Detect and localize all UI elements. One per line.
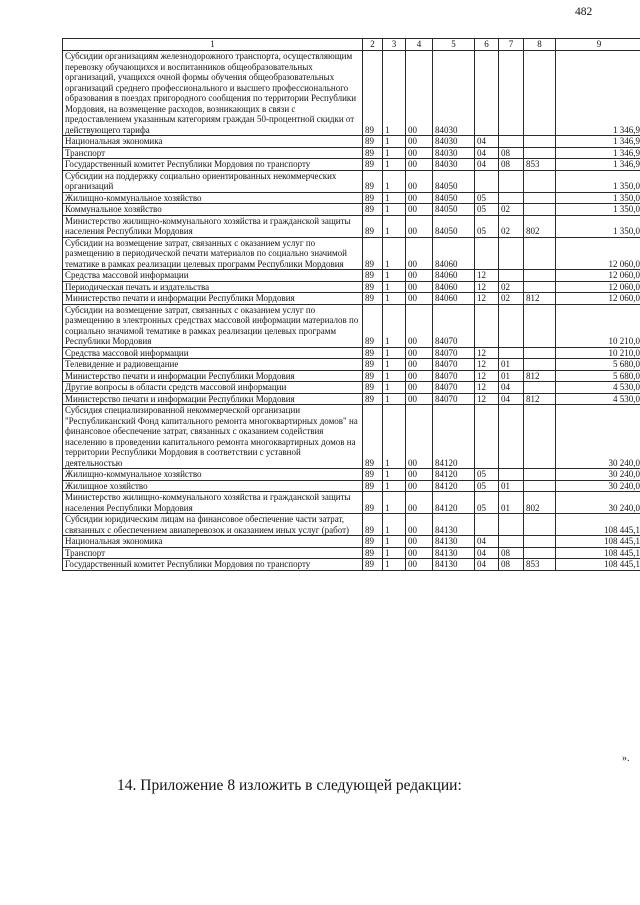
amount-cell: 1 346,9 (556, 136, 640, 148)
code-col-6-cell: 05 (475, 192, 499, 204)
code-col-3-cell: 1 (383, 382, 406, 394)
code-col-5-cell: 84060 (433, 237, 475, 270)
code-col-7-cell (499, 51, 524, 136)
amount-cell: 1 346,9 (556, 147, 640, 159)
table-body (63, 39, 640, 571)
code-col-8-cell (524, 480, 556, 492)
column-header-9: 9 (556, 39, 640, 51)
code-col-3-cell: 1 (383, 347, 406, 359)
code-col-8-cell: 812 (524, 393, 556, 405)
code-col-2-cell: 89 (363, 270, 383, 282)
code-col-6-cell: 12 (475, 281, 499, 293)
amount-cell: 30 240,0 (556, 469, 640, 481)
table-row (63, 192, 640, 204)
table-row (63, 514, 640, 536)
code-col-8-cell: 802 (524, 215, 556, 237)
code-col-5-cell: 84120 (433, 405, 475, 469)
code-col-8-cell (524, 204, 556, 216)
code-col-5-cell: 84070 (433, 347, 475, 359)
table-row (63, 136, 640, 148)
column-header-5: 5 (433, 39, 475, 51)
table-row (63, 480, 640, 492)
code-col-7-cell: 04 (499, 382, 524, 394)
code-col-4-cell: 00 (406, 370, 433, 382)
code-col-8-cell (524, 147, 556, 159)
table-row (63, 170, 640, 192)
row-name-cell: Министерство печати и информации Республики Мордовия (63, 293, 363, 305)
amount-cell: 1 346,9 (556, 51, 640, 136)
code-col-2-cell: 89 (363, 405, 383, 469)
amount-cell: 5 680,0 (556, 359, 640, 371)
code-col-7-cell (499, 347, 524, 359)
row-name-cell: Транспорт (63, 547, 363, 559)
table-row (63, 159, 640, 171)
code-col-7-cell (499, 170, 524, 192)
table-row (63, 270, 640, 282)
row-name-cell: Государственный комитет Республики Мордовия по транспорту (63, 159, 363, 171)
code-col-7-cell: 04 (499, 393, 524, 405)
table-row (63, 370, 640, 382)
code-col-4-cell: 00 (406, 492, 433, 514)
code-col-4-cell: 00 (406, 147, 433, 159)
code-col-2-cell: 89 (363, 147, 383, 159)
code-col-7-cell (499, 469, 524, 481)
code-col-6-cell (475, 304, 499, 347)
code-col-4-cell: 00 (406, 514, 433, 536)
amount-cell: 1 350,0 (556, 192, 640, 204)
closing-quote-mark: ». (622, 753, 630, 764)
code-col-4-cell: 00 (406, 382, 433, 394)
code-col-3-cell: 1 (383, 393, 406, 405)
amount-cell: 1 346,9 (556, 159, 640, 171)
code-col-7-cell: 08 (499, 147, 524, 159)
code-col-2-cell: 89 (363, 469, 383, 481)
code-col-8-cell: 812 (524, 370, 556, 382)
code-col-2-cell: 89 (363, 237, 383, 270)
code-col-8-cell (524, 514, 556, 536)
code-col-4-cell: 00 (406, 270, 433, 282)
code-col-2-cell: 89 (363, 547, 383, 559)
row-name-cell: Жилищное хозяйство (63, 480, 363, 492)
code-col-4-cell: 00 (406, 304, 433, 347)
code-col-6-cell: 05 (475, 492, 499, 514)
code-col-5-cell: 84060 (433, 281, 475, 293)
code-col-8-cell (524, 304, 556, 347)
code-col-3-cell: 1 (383, 492, 406, 514)
code-col-6-cell: 12 (475, 359, 499, 371)
table-row (63, 469, 640, 481)
code-col-3-cell: 1 (383, 304, 406, 347)
code-col-8-cell (524, 192, 556, 204)
amount-cell: 12 060,0 (556, 293, 640, 305)
code-col-3-cell: 1 (383, 159, 406, 171)
code-col-6-cell: 04 (475, 136, 499, 148)
row-name-cell: Жилищно-коммунальное хозяйство (63, 469, 363, 481)
amount-cell: 1 350,0 (556, 204, 640, 216)
code-col-7-cell (499, 136, 524, 148)
code-col-5-cell: 84130 (433, 536, 475, 548)
code-col-3-cell: 1 (383, 405, 406, 469)
code-col-2-cell: 89 (363, 359, 383, 371)
code-col-4-cell: 00 (406, 136, 433, 148)
code-col-5-cell: 84050 (433, 204, 475, 216)
table-row (63, 237, 640, 270)
code-col-5-cell: 84060 (433, 270, 475, 282)
code-col-3-cell: 1 (383, 170, 406, 192)
code-col-3-cell: 1 (383, 536, 406, 548)
code-col-3-cell: 1 (383, 147, 406, 159)
row-name-cell: Министерство жилищно-коммунального хозяйства и гражданской защиты населения Республики Мордовия (63, 492, 363, 514)
code-col-4-cell: 00 (406, 393, 433, 405)
row-name-cell: Жилищно-коммунальное хозяйство (63, 192, 363, 204)
code-col-7-cell: 02 (499, 215, 524, 237)
amount-cell: 108 445,1 (556, 536, 640, 548)
amount-cell: 12 060,0 (556, 237, 640, 270)
code-col-3-cell: 1 (383, 204, 406, 216)
code-col-5-cell: 84120 (433, 492, 475, 514)
code-col-4-cell: 00 (406, 536, 433, 548)
code-col-5-cell: 84130 (433, 547, 475, 559)
amount-cell: 12 060,0 (556, 281, 640, 293)
row-name-cell: Средства массовой информации (63, 347, 363, 359)
row-name-cell: Коммунальное хозяйство (63, 204, 363, 216)
code-col-3-cell: 1 (383, 469, 406, 481)
table-row (63, 204, 640, 216)
code-col-8-cell (524, 136, 556, 148)
code-col-8-cell (524, 281, 556, 293)
code-col-4-cell: 00 (406, 293, 433, 305)
code-col-2-cell: 89 (363, 215, 383, 237)
row-name-cell: Национальная экономика (63, 136, 363, 148)
table-row (63, 51, 640, 136)
code-col-5-cell: 84050 (433, 170, 475, 192)
code-col-2-cell: 89 (363, 514, 383, 536)
code-col-4-cell: 00 (406, 237, 433, 270)
code-col-6-cell (475, 237, 499, 270)
code-col-3-cell: 1 (383, 270, 406, 282)
table-row (63, 559, 640, 571)
code-col-6-cell: 12 (475, 293, 499, 305)
code-col-8-cell: 802 (524, 492, 556, 514)
amount-cell: 30 240,0 (556, 492, 640, 514)
column-header-4: 4 (406, 39, 433, 51)
code-col-4-cell: 00 (406, 170, 433, 192)
amount-cell: 108 445,1 (556, 559, 640, 571)
code-col-7-cell (499, 237, 524, 270)
code-col-4-cell: 00 (406, 547, 433, 559)
code-col-6-cell (475, 514, 499, 536)
column-header-3: 3 (383, 39, 406, 51)
code-col-5-cell: 84030 (433, 147, 475, 159)
table-row (63, 405, 640, 469)
code-col-6-cell (475, 51, 499, 136)
column-header-8: 8 (524, 39, 556, 51)
row-name-cell: Телевидение и радиовещание (63, 359, 363, 371)
row-name-cell: Субсидии на поддержку социально ориентированных некоммерческих организаций (63, 170, 363, 192)
code-col-3-cell: 1 (383, 51, 406, 136)
code-col-7-cell: 02 (499, 293, 524, 305)
code-col-5-cell: 84030 (433, 136, 475, 148)
code-col-6-cell: 04 (475, 559, 499, 571)
table-row (63, 281, 640, 293)
amount-cell: 108 445,1 (556, 514, 640, 536)
code-col-5-cell: 84130 (433, 559, 475, 571)
code-col-5-cell: 84070 (433, 382, 475, 394)
row-name-cell: Министерство печати и информации Республики Мордовия (63, 370, 363, 382)
code-col-5-cell: 84030 (433, 51, 475, 136)
code-col-5-cell: 84070 (433, 359, 475, 371)
code-col-4-cell: 00 (406, 347, 433, 359)
code-col-4-cell: 00 (406, 204, 433, 216)
code-col-5-cell: 84120 (433, 469, 475, 481)
code-col-3-cell: 1 (383, 547, 406, 559)
code-col-8-cell (524, 359, 556, 371)
code-col-7-cell: 01 (499, 480, 524, 492)
header-row (63, 39, 640, 51)
row-name-cell: Субсидии на возмещение затрат, связанных с оказанием услуг по размещению в электронных средствах массовой информации материалов по социально значимой тематике в рамках реализации целевых программ Республики Мордовия (63, 304, 363, 347)
code-col-2-cell: 89 (363, 559, 383, 571)
code-col-3-cell: 1 (383, 514, 406, 536)
code-col-8-cell (524, 51, 556, 136)
table-row (63, 147, 640, 159)
code-col-2-cell: 89 (363, 536, 383, 548)
column-header-1: 1 (63, 39, 363, 51)
code-col-4-cell: 00 (406, 51, 433, 136)
code-col-5-cell: 84120 (433, 480, 475, 492)
code-col-6-cell: 12 (475, 270, 499, 282)
code-col-7-cell (499, 192, 524, 204)
code-col-7-cell: 02 (499, 281, 524, 293)
code-col-7-cell: 08 (499, 159, 524, 171)
amount-cell: 30 240,0 (556, 480, 640, 492)
code-col-8-cell (524, 547, 556, 559)
code-col-6-cell: 12 (475, 382, 499, 394)
code-col-8-cell (524, 382, 556, 394)
code-col-4-cell: 00 (406, 559, 433, 571)
code-col-7-cell (499, 514, 524, 536)
code-col-5-cell: 84050 (433, 192, 475, 204)
code-col-6-cell (475, 405, 499, 469)
code-col-7-cell: 01 (499, 359, 524, 371)
code-col-2-cell: 89 (363, 170, 383, 192)
row-name-cell: Субсидия специализированной некоммерческой организации "Республиканский Фонд капитального ремонта многоквартирных домов" на финансовое обеспечение затрат, связанных с оказанием содействия населению в проведении капитального ремонта многоквартирных домов на территории Республики Мордовия в соответствии с уставной деятельностью (63, 405, 363, 469)
code-col-5-cell: 84070 (433, 370, 475, 382)
row-name-cell: Национальная экономика (63, 536, 363, 548)
code-col-2-cell: 89 (363, 51, 383, 136)
code-col-7-cell: 01 (499, 492, 524, 514)
code-col-2-cell: 89 (363, 492, 383, 514)
code-col-8-cell (524, 237, 556, 270)
code-col-2-cell: 89 (363, 382, 383, 394)
code-col-4-cell: 00 (406, 281, 433, 293)
row-name-cell: Другие вопросы в области средств массовой информации (63, 382, 363, 394)
code-col-8-cell (524, 536, 556, 548)
code-col-3-cell: 1 (383, 215, 406, 237)
row-name-cell: Министерство жилищно-коммунального хозяйства и гражданской защиты населения Республики Мордовия (63, 215, 363, 237)
table-row (63, 293, 640, 305)
budget-table (62, 38, 640, 571)
code-col-6-cell: 04 (475, 147, 499, 159)
table-row (63, 547, 640, 559)
code-col-3-cell: 1 (383, 237, 406, 270)
code-col-7-cell: 08 (499, 547, 524, 559)
amount-cell: 108 445,1 (556, 547, 640, 559)
amendment-instruction: 14. Приложение 8 изложить в следующей редакции: (117, 777, 462, 794)
code-col-6-cell: 05 (475, 204, 499, 216)
code-col-4-cell: 00 (406, 359, 433, 371)
amount-cell: 12 060,0 (556, 270, 640, 282)
code-col-2-cell: 89 (363, 480, 383, 492)
amount-cell: 4 530,0 (556, 382, 640, 394)
code-col-4-cell: 00 (406, 480, 433, 492)
code-col-3-cell: 1 (383, 559, 406, 571)
code-col-6-cell: 05 (475, 469, 499, 481)
row-name-cell: Транспорт (63, 147, 363, 159)
code-col-7-cell (499, 536, 524, 548)
table-row (63, 393, 640, 405)
code-col-2-cell: 89 (363, 293, 383, 305)
code-col-3-cell: 1 (383, 136, 406, 148)
code-col-6-cell: 04 (475, 536, 499, 548)
code-col-2-cell: 89 (363, 281, 383, 293)
table-row (63, 347, 640, 359)
code-col-3-cell: 1 (383, 480, 406, 492)
page-number: 482 (575, 6, 593, 18)
code-col-8-cell (524, 270, 556, 282)
column-header-6: 6 (475, 39, 499, 51)
table-row (63, 215, 640, 237)
code-col-2-cell: 89 (363, 192, 383, 204)
column-header-7: 7 (499, 39, 524, 51)
code-col-7-cell: 02 (499, 204, 524, 216)
code-col-4-cell: 00 (406, 215, 433, 237)
amount-cell: 10 210,0 (556, 347, 640, 359)
code-col-2-cell: 89 (363, 393, 383, 405)
row-name-cell: Субсидии организациям железнодорожного транспорта, осуществляющим перевозку обучающихся и воспитанников общеобразовательных организаций, учащихся очной формы обучения общеобразовательных организаций среднего профессионального и высшего профессионального образования в поездах пригородного сообщения по территории Республики Мордовия, на возмещение расходов, возникающих в связи с предоставлением указанным категориям граждан 50-процентной скидки от действующего тарифа (63, 51, 363, 136)
code-col-2-cell: 89 (363, 347, 383, 359)
row-name-cell: Субсидии на возмещение затрат, связанных с оказанием услуг по размещению в периодической печати материалов по социально значимой тематике в рамках реализации целевых программ Республики Мордовия (63, 237, 363, 270)
code-col-3-cell: 1 (383, 281, 406, 293)
code-col-7-cell: 01 (499, 370, 524, 382)
code-col-3-cell: 1 (383, 293, 406, 305)
table-row (63, 359, 640, 371)
amount-cell: 1 350,0 (556, 170, 640, 192)
code-col-6-cell: 12 (475, 370, 499, 382)
code-col-4-cell: 00 (406, 192, 433, 204)
row-name-cell: Министерство печати и информации Республики Мордовия (63, 393, 363, 405)
row-name-cell: Средства массовой информации (63, 270, 363, 282)
amount-cell: 4 530,0 (556, 393, 640, 405)
code-col-8-cell: 853 (524, 559, 556, 571)
code-col-4-cell: 00 (406, 159, 433, 171)
code-col-7-cell (499, 270, 524, 282)
code-col-2-cell: 89 (363, 159, 383, 171)
amount-cell: 1 350,0 (556, 215, 640, 237)
code-col-4-cell: 00 (406, 405, 433, 469)
row-name-cell: Государственный комитет Республики Мордовия по транспорту (63, 559, 363, 571)
code-col-4-cell: 00 (406, 469, 433, 481)
code-col-6-cell: 12 (475, 393, 499, 405)
table-row (63, 492, 640, 514)
table-row (63, 304, 640, 347)
amount-cell: 5 680,0 (556, 370, 640, 382)
table-row (63, 382, 640, 394)
amount-cell: 30 240,0 (556, 405, 640, 469)
code-col-8-cell (524, 469, 556, 481)
code-col-5-cell: 84070 (433, 304, 475, 347)
code-col-5-cell: 84050 (433, 215, 475, 237)
code-col-6-cell: 05 (475, 215, 499, 237)
code-col-5-cell: 84070 (433, 393, 475, 405)
code-col-7-cell (499, 405, 524, 469)
code-col-5-cell: 84130 (433, 514, 475, 536)
code-col-3-cell: 1 (383, 192, 406, 204)
code-col-2-cell: 89 (363, 136, 383, 148)
code-col-8-cell (524, 405, 556, 469)
code-col-2-cell: 89 (363, 370, 383, 382)
code-col-8-cell (524, 347, 556, 359)
code-col-6-cell: 04 (475, 159, 499, 171)
code-col-5-cell: 84060 (433, 293, 475, 305)
code-col-8-cell (524, 170, 556, 192)
code-col-6-cell: 05 (475, 480, 499, 492)
code-col-7-cell (499, 304, 524, 347)
code-col-7-cell: 08 (499, 559, 524, 571)
code-col-3-cell: 1 (383, 359, 406, 371)
code-col-2-cell: 89 (363, 304, 383, 347)
code-col-6-cell: 12 (475, 347, 499, 359)
amount-cell: 10 210,0 (556, 304, 640, 347)
code-col-8-cell: 853 (524, 159, 556, 171)
table-row (63, 536, 640, 548)
column-header-2: 2 (363, 39, 383, 51)
code-col-3-cell: 1 (383, 370, 406, 382)
code-col-8-cell: 812 (524, 293, 556, 305)
row-name-cell: Периодическая печать и издательства (63, 281, 363, 293)
row-name-cell: Субсидии юридическим лицам на финансовое обеспечение части затрат, связанных с обеспечением авиаперевозок и оказанием иных услуг (работ) (63, 514, 363, 536)
code-col-6-cell (475, 170, 499, 192)
code-col-2-cell: 89 (363, 204, 383, 216)
code-col-5-cell: 84030 (433, 159, 475, 171)
code-col-6-cell: 04 (475, 547, 499, 559)
